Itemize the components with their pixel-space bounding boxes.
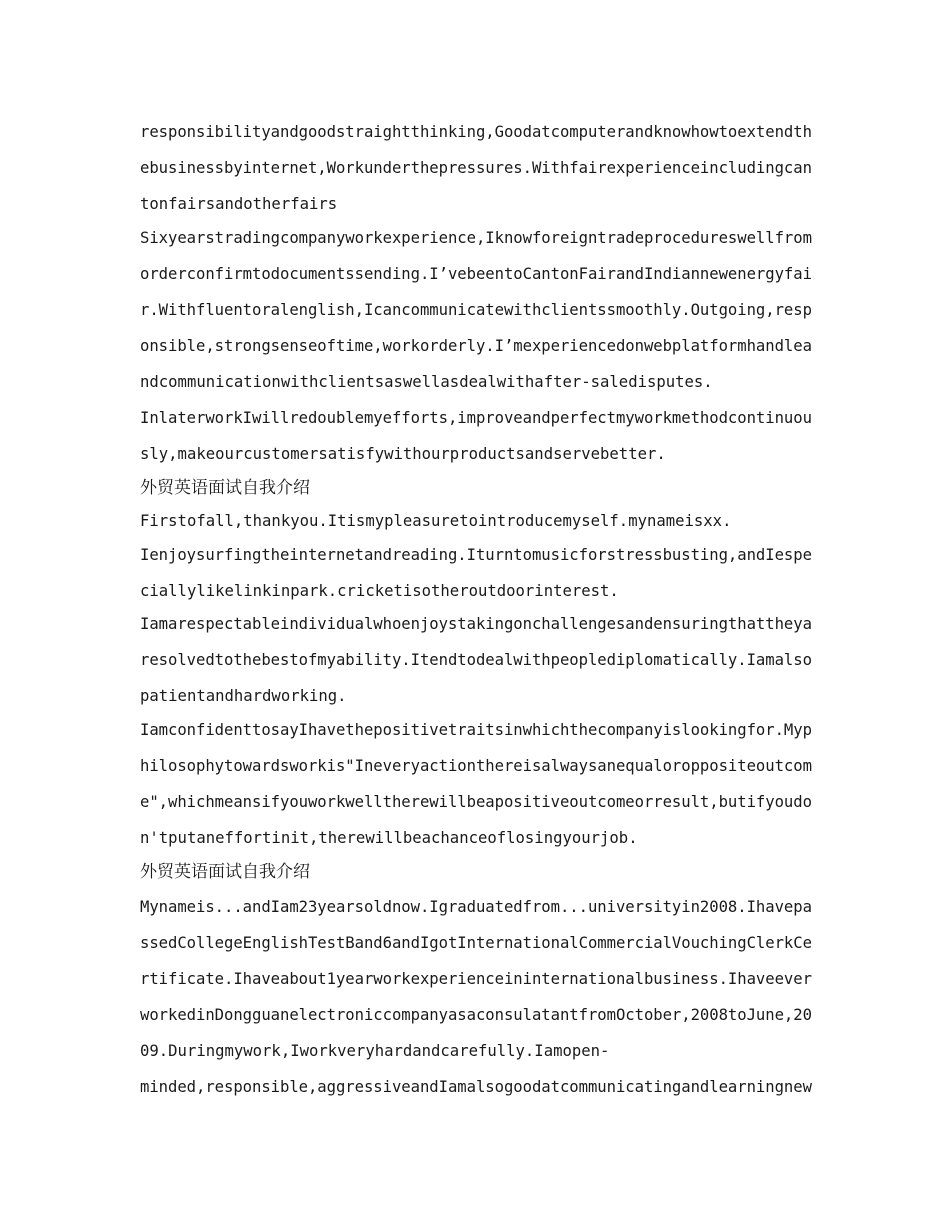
paragraph-line: responsibilityandgoodstraightthinking,Goodatcomputerandknowhowtoextendth [140,123,812,141]
paragraph-line: workedinDongguanelectroniccompanyasaconsulatantfromOctober,2008toJune,20 [140,1006,812,1024]
paragraph-line: patientandhardworking. [140,687,347,705]
paragraph-line: hilosophytowardsworkis"Ineveryactionthereisalwaysanequaloroppositeoutcom [140,757,812,775]
paragraph-line: orderconfirmtodocumentssending.I’vebeentoCantonFairandIndiannewenergyfai [140,265,812,283]
paragraph-line: tonfairsandotherfairs [140,195,338,213]
paragraph-line: r.Withfluentoralenglish,Icancommunicatewithclientssmoothly.Outgoing,resp [140,301,812,319]
paragraph-line: minded,responsible,aggressiveandIamalsogoodatcommunicatingandlearningnew [140,1078,812,1096]
paragraph-line: sly,makeourcustomersatisfywithourproductsandservebetter. [140,445,666,463]
paragraph-line: ssedCollegeEnglishTestBand6andIgotInternationalCommercialVouchingClerkCe [140,934,812,952]
paragraph-line: resolvedtothebestofmyability.Itendtodealwithpeoplediplomatically.Iamalso [140,651,812,669]
paragraph-line: 09.Duringmywork,Iworkveryhardandcarefully.Iamopen- [140,1042,610,1060]
section-heading: 外贸英语面试自我介绍 [140,478,310,498]
paragraph-line: Ienjoysurfingtheinternetandreading.Iturntomusicforstressbusting,andIespe [140,546,812,564]
paragraph-line: Firstofall,thankyou.Itismypleasuretointroducemyself.mynameisxx. [140,512,732,530]
paragraph-line: ndcommunicationwithclientsaswellasdealwithafter-saledisputes. [140,373,713,391]
paragraph-line: rtificate.Ihaveabout1yearworkexperienceininternationalbusiness.Ihaveever [140,970,812,988]
section-heading: 外贸英语面试自我介绍 [140,862,310,882]
paragraph-line: onsible,strongsenseoftime,workorderly.I’mexperiencedonwebplatformhandlea [140,337,812,355]
paragraph-line: e",whichmeansifyouworkwelltherewillbeapositiveoutcomeorresult,butifyoudo [140,793,812,811]
paragraph-line: IamconfidenttosayIhavethepositivetraitsinwhichthecompanyislookingfor.Myp [140,721,812,739]
paragraph-line: Iamarespectableindividualwhoenjoystakingonchallengesandensuringthattheya [140,615,812,633]
paragraph-line: ebusinessbyinternet,Workunderthepressures.Withfairexperienceincludingcan [140,159,812,177]
paragraph-line: ciallylikelinkinpark.cricketisotheroutdoorinterest. [140,582,619,600]
paragraph-line: Mynameis...andIam23yearsoldnow.Igraduatedfrom...universityin2008.Ihavepa [140,898,812,916]
paragraph-line: InlaterworkIwillredoublemyefforts,improveandperfectmyworkmethodcontinuou [140,409,812,427]
paragraph-line: n'tputaneffortinit,therewillbeachanceoflosingyourjob. [140,829,638,847]
paragraph-line: Sixyearstradingcompanyworkexperience,Iknowforeigntradeprocedureswellfrom [140,229,812,247]
